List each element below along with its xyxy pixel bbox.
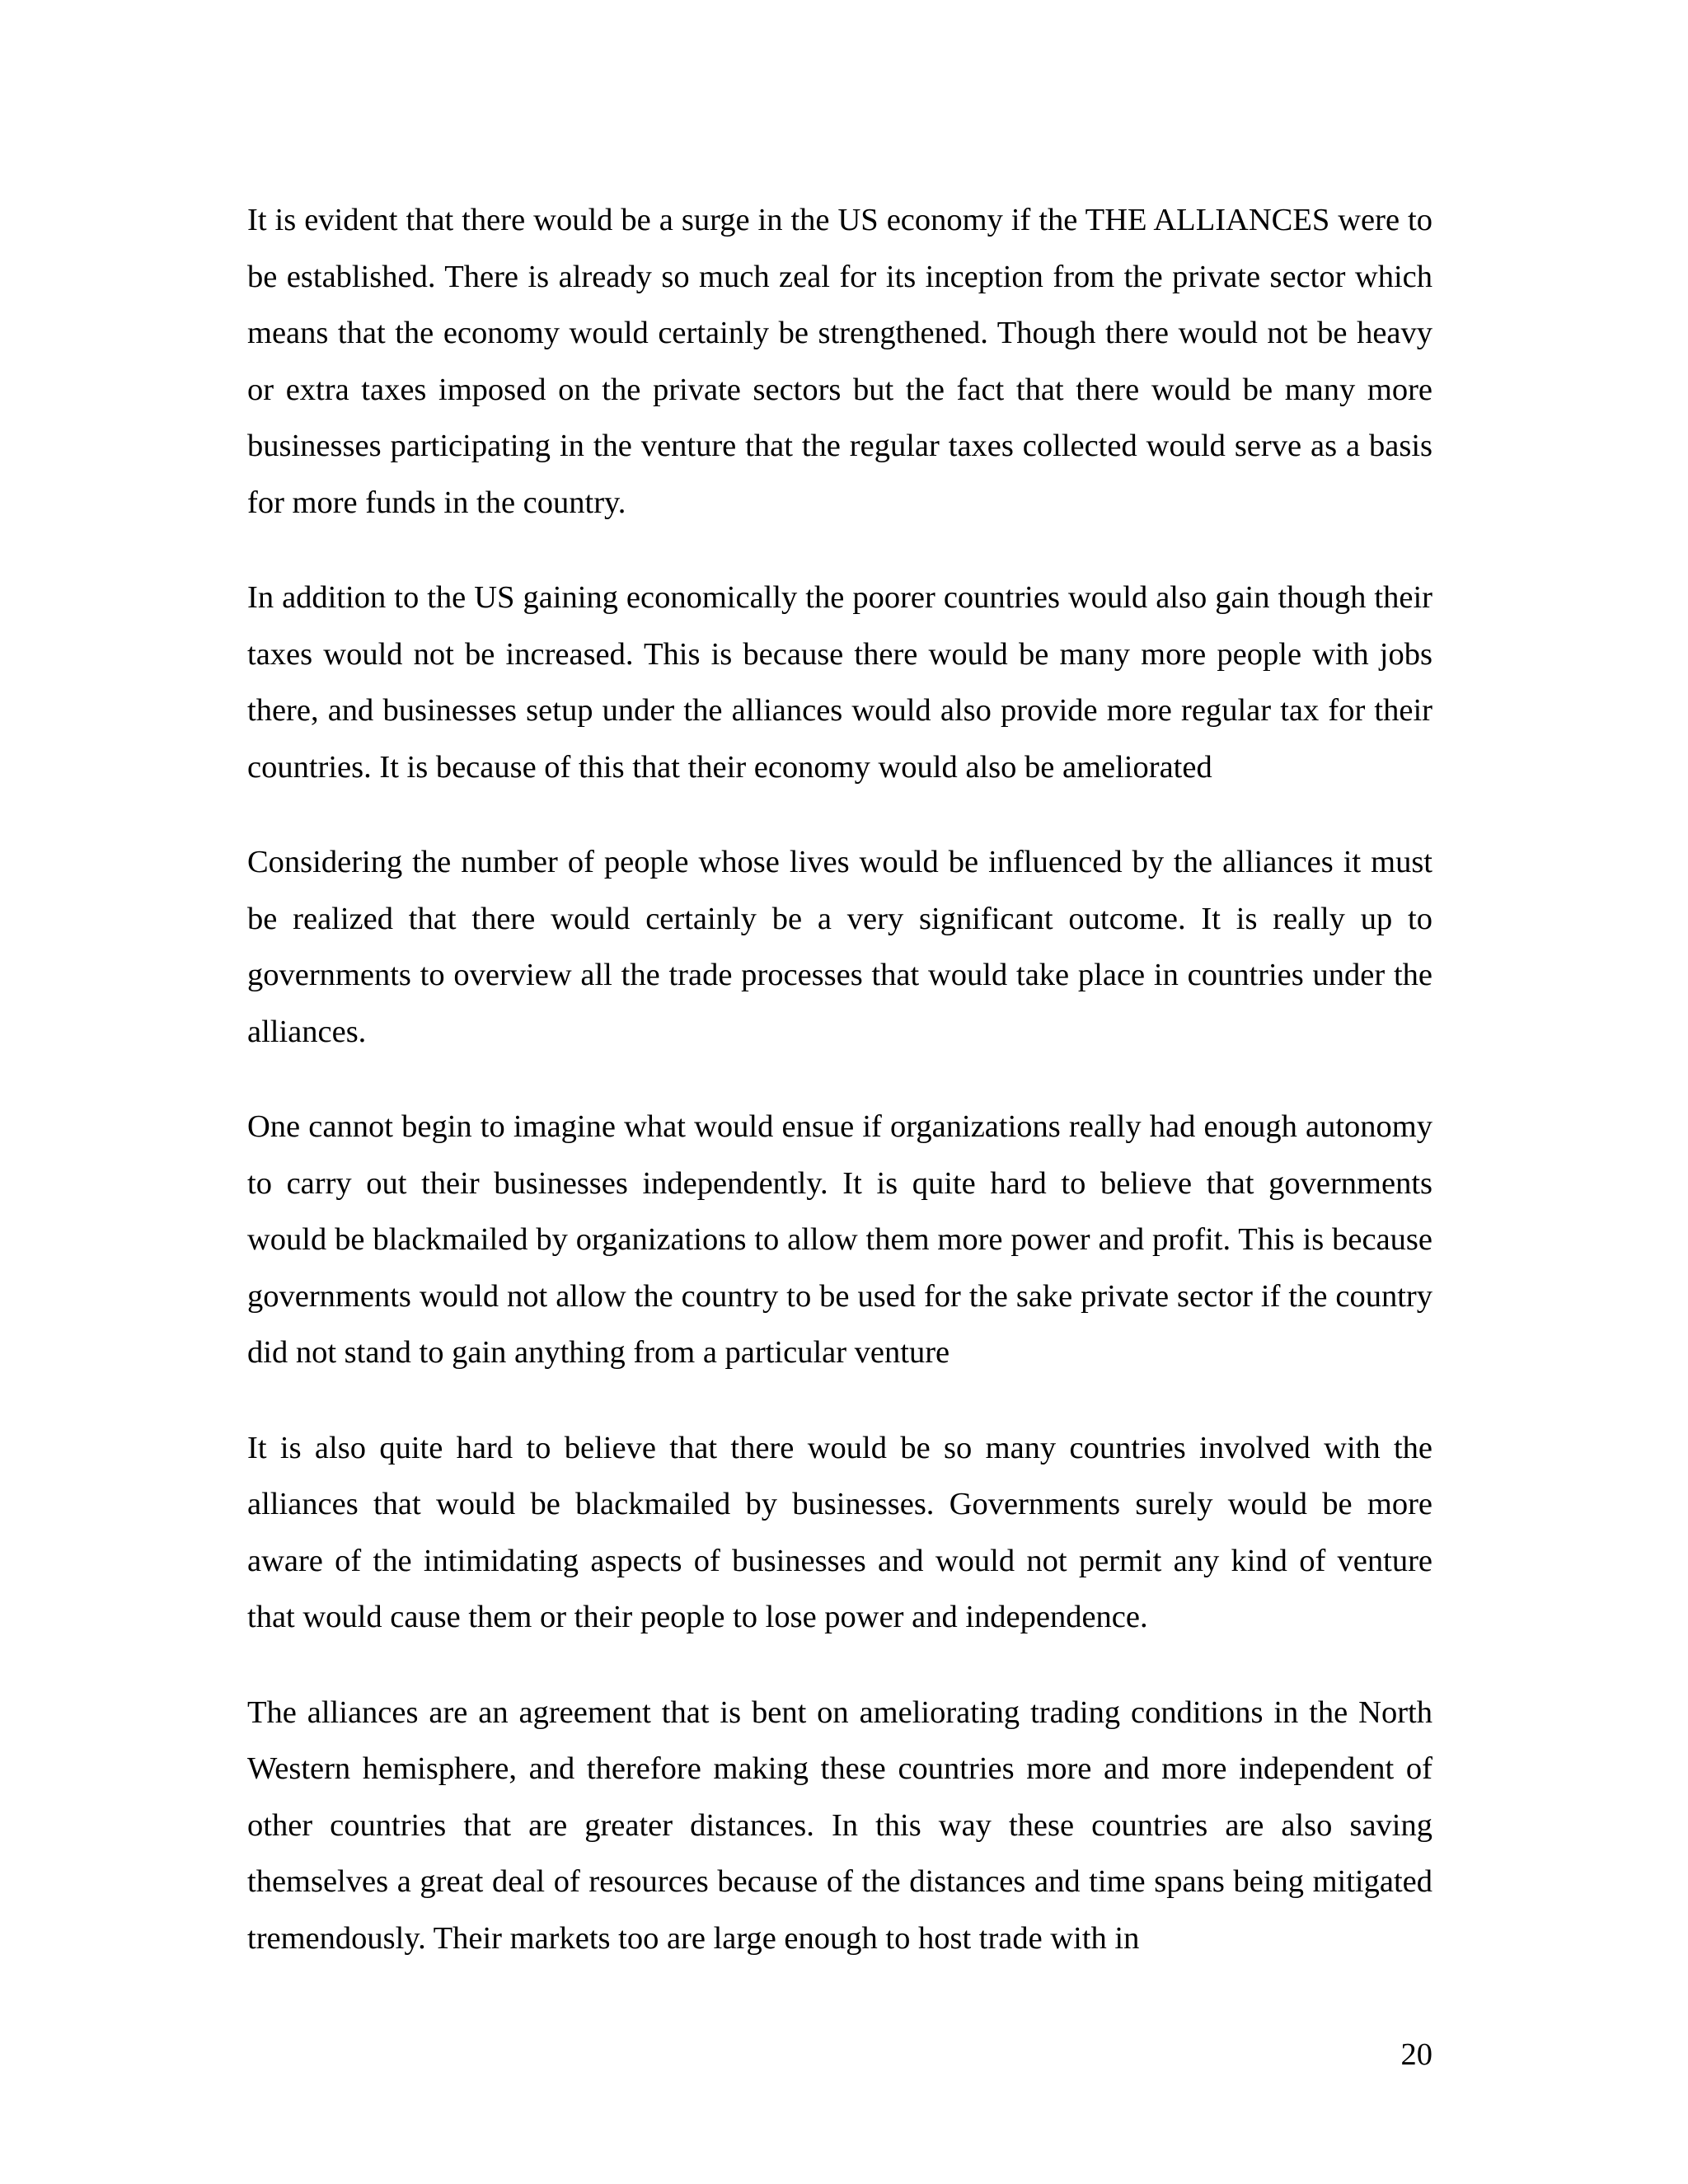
paragraph-3: Considering the number of people whose lives would be influenced by the alliances it must be realized that there would certainly be a very significant outcome. It is really up to governments to overview all the trade processes that would take place in countries under the alliances.	[247, 845, 1432, 1049]
paragraph-5: It is also quite hard to believe that there would be so many countries involved with the alliances that would be blackmailed by businesses. Governments surely would be more aware of the intimidating aspects of businesses and would not permit any kind of venture that would cause them or their people to lose power and independence.	[247, 1430, 1432, 1634]
body-text	[247, 192, 1432, 2005]
paragraph-1: It is evident that there would be a surge in the US economy if the THE ALLIANCES were to be established. There is already so much zeal for its inception from the private sector which means that the economy would certainly be strengthened. Though there would not be heavy or extra taxes imposed on the private sectors but the fact that there would be many more businesses participating in the venture that the regular taxes collected would serve as a basis for more funds in the country.	[247, 203, 1432, 520]
paragraph-6: The alliances are an agreement that is bent on ameliorating trading conditions in the North Western hemisphere, and therefore making these countries more and more independent of other countries that are greater distances. In this way these countries are also saving themselves a great deal of resources because of the distances and time spans being mitigated tremendously. Their markets too are large enough to host trade with in	[247, 1694, 1432, 1956]
page-number: 20	[1400, 2037, 1432, 2072]
paragraph-4: One cannot begin to imagine what would ensue if organizations really had enough autonomy to carry out their businesses independently. It is quite hard to believe that governments would be blackmailed by organizations to allow them more power and profit. This is because governments would not allow the country to be used for the sake private sector if the country did not stand to gain anything from a particular venture	[247, 1109, 1432, 1370]
paragraph-2: In addition to the US gaining economically the poorer countries would also gain though their taxes would not be increased. This is because there would be many more people with jobs there, and businesses setup under the alliances would also provide more regular tax for their countries. It is because of this that their economy would also be ameliorated	[247, 580, 1432, 785]
